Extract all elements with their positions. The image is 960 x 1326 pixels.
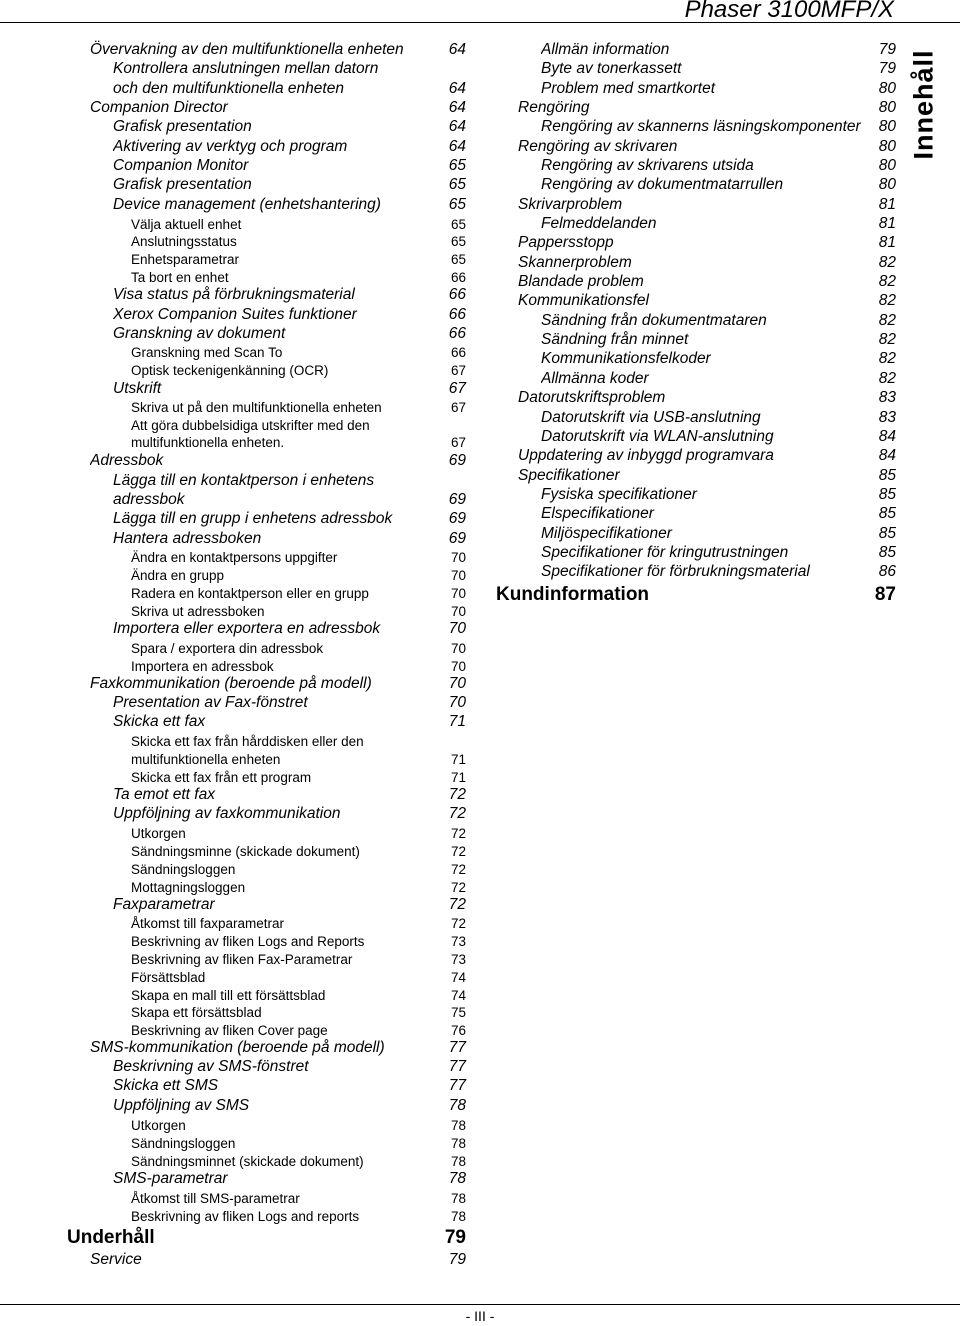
page-number: - III -	[465, 1308, 495, 1324]
toc-entry-title: Sändningsloggen	[131, 1136, 236, 1151]
toc-entry[interactable]	[541, 59, 896, 78]
toc-entry[interactable]	[131, 951, 466, 968]
toc-entry-page: 66	[448, 306, 466, 323]
toc-entry[interactable]	[131, 1153, 466, 1170]
toc-entry-page: 64	[448, 99, 466, 116]
toc-entry-page: 85	[878, 486, 896, 503]
toc-entry-page: 82	[878, 292, 896, 309]
toc-entry-page: 74	[450, 988, 466, 1003]
toc-entry-page: 78	[448, 1170, 466, 1187]
toc-entry-page: 71	[450, 770, 466, 785]
toc-entry-title: Optisk teckenigenkänning (OCR)	[131, 363, 329, 378]
toc-entry[interactable]	[131, 1022, 466, 1039]
toc-entry-title: Service	[90, 1251, 142, 1268]
toc-entry-page: 80	[878, 176, 896, 193]
toc-entry[interactable]	[113, 156, 466, 175]
toc-entry-title: Faxparametrar	[113, 896, 215, 913]
toc-entry-title: Åtkomst till SMS-parametrar	[131, 1191, 300, 1206]
toc-entry[interactable]	[518, 272, 896, 291]
toc-entry[interactable]	[131, 417, 466, 434]
toc-entry-page: 72	[450, 862, 466, 877]
toc-entry-page: 83	[878, 389, 896, 406]
toc-entry-title: Kommunikationsfelkoder	[541, 350, 711, 367]
toc-entry-page: 74	[450, 970, 466, 985]
toc-entry-title: Beskrivning av fliken Logs and reports	[131, 1209, 360, 1224]
toc-entry[interactable]	[541, 311, 896, 330]
toc-entry-page: 80	[878, 118, 896, 135]
toc-entry-title: Skrivarproblem	[518, 196, 623, 213]
toc-entry-page: 70	[450, 604, 466, 619]
toc-entry-title: Underhåll	[67, 1227, 155, 1248]
toc-entry-page: 81	[878, 215, 896, 232]
toc-entry[interactable]	[113, 305, 466, 324]
toc-entry-title: Sändningsminne (skickade dokument)	[131, 844, 360, 859]
toc-entry[interactable]	[113, 804, 466, 823]
toc-entry-page: 78	[450, 1136, 466, 1151]
toc-entry-page: 86	[878, 563, 896, 580]
toc-entry[interactable]	[131, 825, 466, 842]
toc-entry-title: Problem med smartkortet	[541, 80, 715, 97]
toc-entry-title: Skriva ut på den multifunktionella enheten	[131, 400, 382, 415]
toc-entry[interactable]	[113, 1057, 466, 1076]
toc-entry[interactable]	[131, 1135, 466, 1152]
toc-entry-title: Fysiska specifikationer	[541, 486, 697, 503]
toc-entry[interactable]	[518, 253, 896, 272]
toc-entry-title: Grafisk presentation	[113, 176, 252, 193]
toc-entry-title: Beskrivning av fliken Logs and Reports	[131, 934, 365, 949]
toc-entry[interactable]	[113, 59, 466, 78]
toc-entry-title: Granskning med Scan To	[131, 345, 283, 360]
toc-entry[interactable]	[90, 40, 466, 59]
toc-entry-title: Blandade problem	[518, 273, 644, 290]
toc-entry-title: Felmeddelanden	[541, 215, 657, 232]
toc-entry[interactable]	[541, 408, 896, 427]
toc-entry[interactable]	[113, 137, 466, 156]
toc-entry-page: 70	[450, 641, 466, 656]
toc-entry[interactable]	[541, 175, 896, 194]
document-title: Phaser 3100MFP/X	[684, 0, 894, 23]
toc-entry-page: 78	[450, 1154, 466, 1169]
toc-entry-title: SMS-parametrar	[113, 1170, 228, 1187]
toc-entry[interactable]	[90, 98, 466, 117]
toc-entry-page: 79	[878, 41, 896, 58]
toc-entry[interactable]	[131, 915, 466, 932]
toc-entry-title: Specifikationer för kringutrustningen	[541, 544, 789, 561]
toc-entry-title: Sändningsloggen	[131, 862, 236, 877]
toc-entry[interactable]	[131, 362, 466, 379]
toc-entry-title: Importera en adressbok	[131, 659, 274, 674]
toc-entry-page: 80	[878, 99, 896, 116]
header-rule	[0, 22, 960, 23]
toc-entry[interactable]	[541, 485, 896, 504]
toc-entry-title: Övervakning av den multifunktionella enheten	[90, 41, 404, 58]
toc-entry[interactable]	[131, 434, 466, 451]
toc-entry-page: 85	[878, 525, 896, 542]
toc-entry[interactable]	[496, 583, 896, 607]
toc-entry-title: Kommunikationsfel	[518, 292, 649, 309]
toc-entry-page: 84	[878, 428, 896, 445]
section-tab	[908, 45, 940, 163]
toc-entry[interactable]	[541, 524, 896, 543]
toc-entry[interactable]	[131, 603, 466, 620]
toc-entry-page: 73	[450, 934, 466, 949]
toc-entry[interactable]	[113, 712, 466, 731]
toc-entry[interactable]	[131, 549, 466, 566]
toc-entry[interactable]	[113, 471, 466, 490]
toc-entry-page: 65	[448, 157, 466, 174]
toc-entry-title: Skannerproblem	[518, 254, 632, 271]
toc-entry-page: 66	[450, 345, 466, 360]
toc-entry[interactable]	[131, 987, 466, 1004]
toc-entry-page: 79	[878, 60, 896, 77]
toc-entry[interactable]	[518, 195, 896, 214]
toc-entry[interactable]	[541, 349, 896, 368]
toc-entry-page: 70	[450, 586, 466, 601]
toc-entry-page: 70	[450, 568, 466, 583]
section-tab-label: Innehåll	[908, 48, 939, 160]
toc-entry[interactable]	[518, 388, 896, 407]
toc-entry-page: 85	[878, 544, 896, 561]
toc-entry-title: Radera en kontaktperson eller en grupp	[131, 586, 369, 601]
toc-entry[interactable]	[113, 1076, 466, 1095]
toc-entry-title: Rengöring av skrivaren	[518, 138, 678, 155]
toc-entry-page: 78	[448, 1097, 466, 1114]
toc-entry[interactable]	[113, 895, 466, 914]
toc-entry-page: 64	[448, 118, 466, 135]
toc-entry-page: 66	[448, 325, 466, 342]
toc-entry-title: Beskrivning av fliken Cover page	[131, 1023, 328, 1038]
toc-entry-title: Sändning från dokumentmataren	[541, 312, 767, 329]
toc-entry-page: 69	[448, 491, 466, 508]
toc-entry-title: Skicka ett SMS	[113, 1077, 219, 1094]
toc-entry-title: Skapa ett försättsblad	[131, 1005, 262, 1020]
toc-entry-page: 81	[878, 234, 896, 251]
toc-entry[interactable]	[131, 233, 466, 250]
toc-entry-page: 77	[448, 1077, 466, 1094]
toc-entry-page: 65	[448, 196, 466, 213]
toc-entry[interactable]	[113, 195, 466, 214]
toc-entry-page: 82	[878, 331, 896, 348]
toc-entry[interactable]	[518, 98, 896, 117]
toc-entry-title: Spara / exportera din adressbok	[131, 641, 324, 656]
toc-entry-page: 65	[448, 176, 466, 193]
toc-entry[interactable]	[131, 640, 466, 657]
toc-entry-page: 75	[450, 1005, 466, 1020]
footer-rule	[0, 1304, 960, 1305]
toc-entry-page: 67	[450, 363, 466, 378]
toc-entry-title: Hantera adressboken	[113, 530, 262, 547]
toc-entry-page: 70	[448, 620, 466, 637]
toc-entry-title: Importera eller exportera en adressbok	[113, 620, 381, 637]
toc-entry[interactable]	[541, 156, 896, 175]
toc-entry-title: multifunktionella enheten.	[131, 435, 285, 450]
toc-entry-title: Uppföljning av SMS	[113, 1097, 250, 1114]
toc-entry[interactable]	[541, 40, 896, 59]
toc-entry[interactable]	[113, 1169, 466, 1188]
toc-entry-page: 66	[448, 286, 466, 303]
toc-entry-page: 70	[448, 694, 466, 711]
toc-entry-page: 82	[878, 273, 896, 290]
toc-entry[interactable]	[131, 969, 466, 986]
toc-entry-title: Mottagningsloggen	[131, 880, 246, 895]
toc-entry[interactable]	[518, 137, 896, 156]
toc-entry-page: 80	[878, 80, 896, 97]
toc-entry[interactable]	[113, 529, 466, 548]
toc-entry[interactable]	[518, 466, 896, 485]
toc-entry[interactable]	[131, 399, 466, 416]
toc-entry-page: 78	[450, 1118, 466, 1133]
toc-entry[interactable]	[113, 379, 466, 398]
toc-entry-page: 72	[450, 826, 466, 841]
toc-entry-title: Skapa en mall till ett försättsblad	[131, 988, 326, 1003]
toc-entry-title: Skicka ett fax	[113, 713, 206, 730]
toc-entry-title: Xerox Companion Suites funktioner	[113, 306, 357, 323]
toc-entry-page: 72	[448, 896, 466, 913]
toc-entry[interactable]	[518, 446, 896, 465]
toc-entry-page: 69	[448, 452, 466, 469]
toc-entry-title: Lägga till en grupp i enhetens adressbok	[113, 510, 393, 527]
toc-entry-page: 65	[450, 217, 466, 232]
toc-entry-title: Skriva ut adressboken	[131, 604, 265, 619]
toc-entry-title: Rengöring	[518, 99, 590, 116]
toc-entry[interactable]	[113, 490, 466, 509]
toc-entry-title: Skicka ett fax från hårddisken eller den	[131, 734, 364, 749]
toc-entry[interactable]	[113, 175, 466, 194]
toc-entry-title: Specifikationer	[518, 467, 620, 484]
toc-entry-page: 65	[450, 234, 466, 249]
toc-entry-page: 72	[448, 805, 466, 822]
toc-entry-title: Ta emot ett fax	[113, 786, 215, 803]
toc-entry-title: Aktivering av verktyg och program	[113, 138, 348, 155]
toc-entry[interactable]	[541, 214, 896, 233]
toc-entry-page: 77	[448, 1039, 466, 1056]
toc-entry-title: Försättsblad	[131, 970, 206, 985]
toc-entry-title: Device management (enhetshantering)	[113, 196, 381, 213]
toc-entry-page: 81	[878, 196, 896, 213]
toc-entry-title: Beskrivning av SMS-fönstret	[113, 1058, 309, 1075]
toc-entry-page: 64	[448, 80, 466, 97]
toc-entry-page: 79	[444, 1227, 466, 1248]
toc-entry-page: 72	[450, 916, 466, 931]
toc-entry[interactable]	[113, 285, 466, 304]
toc-entry-title: Miljöspecifikationer	[541, 525, 672, 542]
toc-entry[interactable]	[131, 879, 466, 896]
toc-entry-title: Ta bort en enhet	[131, 270, 229, 285]
toc-entry-title: Allmänna koder	[541, 370, 649, 387]
toc-entry-title: Byte av tonerkassett	[541, 60, 682, 77]
toc-entry-title: Presentation av Fax-fönstret	[113, 694, 308, 711]
toc-entry-page: 67	[450, 400, 466, 415]
toc-entry-page: 70	[450, 659, 466, 674]
toc-entry[interactable]	[518, 291, 896, 310]
toc-entry-page: 76	[450, 1023, 466, 1038]
toc-entry[interactable]	[131, 1004, 466, 1021]
toc-entry-title: Rengöring av skrivarens utsida	[541, 157, 754, 174]
toc-entry-page: 84	[878, 447, 896, 464]
toc-entry-page: 64	[448, 138, 466, 155]
toc-entry-title: Granskning av dokument	[113, 325, 286, 342]
toc-entry-title: Sändning från minnet	[541, 331, 689, 348]
toc-entry-title: Specifikationer för förbrukningsmaterial	[541, 563, 810, 580]
toc-entry-page: 80	[878, 157, 896, 174]
toc-entry-title: multifunktionella enheten	[131, 752, 281, 767]
toc-entry[interactable]	[131, 1190, 466, 1207]
toc-entry-title: Sändningsminnet (skickade dokument)	[131, 1154, 364, 1169]
toc-entry-title: SMS-kommunikation (beroende på modell)	[90, 1039, 385, 1056]
toc-entry-title: Enhetsparametrar	[131, 252, 240, 267]
toc-entry-title: Companion Monitor	[113, 157, 249, 174]
toc-entry-page: 87	[874, 584, 896, 605]
toc-entry-page: 77	[448, 1058, 466, 1075]
toc-entry-title: Utkorgen	[131, 1118, 186, 1133]
toc-entry[interactable]	[541, 504, 896, 523]
toc-entry[interactable]	[541, 117, 896, 136]
toc-entry[interactable]	[90, 1038, 466, 1057]
toc-entry-title: Pappersstopp	[518, 234, 614, 251]
toc-entry[interactable]	[67, 1226, 466, 1250]
toc-entry-page: 70	[450, 550, 466, 565]
toc-entry[interactable]	[131, 843, 466, 860]
toc-entry-page: 79	[448, 1251, 466, 1268]
toc-entry-title: Utskrift	[113, 380, 162, 397]
toc-entry-title: Rengöring av skannerns läsningskomponenter	[541, 118, 861, 135]
toc-entry-title: Visa status på förbrukningsmaterial	[113, 286, 355, 303]
toc-entry-title: Allmän information	[541, 41, 670, 58]
toc-entry-title: Elspecifikationer	[541, 505, 654, 522]
toc-entry-page: 85	[878, 467, 896, 484]
toc-entry[interactable]	[541, 369, 896, 388]
toc-entry[interactable]	[541, 562, 896, 581]
toc-entry[interactable]	[113, 117, 466, 136]
toc-entry-page: 83	[878, 409, 896, 426]
toc-entry[interactable]	[131, 861, 466, 878]
toc-entry-page: 73	[450, 952, 466, 967]
toc-entry-title: och den multifunktionella enheten	[113, 80, 344, 97]
toc-entry-page: 80	[878, 138, 896, 155]
toc-entry-title: Faxkommunikation (beroende på modell)	[90, 675, 372, 692]
toc-entry[interactable]	[131, 769, 466, 786]
toc-entry[interactable]	[131, 1117, 466, 1134]
toc-entry[interactable]	[541, 427, 896, 446]
toc-entry[interactable]	[131, 733, 466, 750]
toc-entry[interactable]	[131, 344, 466, 361]
toc-entry-title: Datorutskriftsproblem	[518, 389, 666, 406]
toc-entry-page: 72	[448, 786, 466, 803]
toc-entry[interactable]	[131, 216, 466, 233]
toc-entry-page: 67	[448, 380, 466, 397]
toc-entry-title: Åtkomst till faxparametrar	[131, 916, 285, 931]
toc-entry[interactable]	[113, 785, 466, 804]
toc-entry-title: Anslutningsstatus	[131, 234, 237, 249]
toc-entry[interactable]	[131, 585, 466, 602]
toc-entry[interactable]	[518, 233, 896, 252]
toc-entry[interactable]	[131, 933, 466, 950]
toc-entry-title: adressbok	[113, 491, 185, 508]
toc-entry[interactable]	[541, 79, 896, 98]
toc-entry-title: Companion Director	[90, 99, 228, 116]
toc-entry-title: Beskrivning av fliken Fax-Parametrar	[131, 952, 353, 967]
toc-entry[interactable]	[131, 567, 466, 584]
toc-entry[interactable]	[113, 79, 466, 98]
toc-entry-page: 64	[448, 41, 466, 58]
toc-entry-title: Adressbok	[90, 452, 164, 469]
toc-entry[interactable]	[131, 269, 466, 286]
toc-entry-page: 72	[450, 880, 466, 895]
toc-entry-page: 85	[878, 505, 896, 522]
toc-entry-page: 71	[450, 752, 466, 767]
toc-entry-page: 78	[450, 1191, 466, 1206]
toc-entry-page: 82	[878, 254, 896, 271]
toc-entry-page: 82	[878, 350, 896, 367]
toc-entry-page: 71	[448, 713, 466, 730]
toc-entry-title: Uppföljning av faxkommunikation	[113, 805, 341, 822]
toc-entry-page: 70	[448, 675, 466, 692]
toc-entry[interactable]	[113, 324, 466, 343]
toc-entry[interactable]	[113, 619, 466, 638]
toc-entry-page: 67	[450, 435, 466, 450]
toc-entry-page: 82	[878, 312, 896, 329]
toc-entry-title: Rengöring av dokumentmatarrullen	[541, 176, 784, 193]
toc-entry-page: 69	[448, 530, 466, 547]
toc-entry[interactable]	[131, 251, 466, 268]
toc-entry-page: 66	[450, 270, 466, 285]
toc-entry-title: Datorutskrift via WLAN-anslutning	[541, 428, 774, 445]
toc-entry-page: 65	[450, 252, 466, 267]
toc-entry-title: Välja aktuell enhet	[131, 217, 242, 232]
toc-entry-page: 69	[448, 510, 466, 527]
toc-entry-title: Kundinformation	[496, 584, 650, 605]
toc-entry-title: Ändra en kontaktpersons uppgifter	[131, 550, 338, 565]
toc-entry-title: Datorutskrift via USB-anslutning	[541, 409, 761, 426]
toc-entry[interactable]	[131, 658, 466, 675]
toc-entry[interactable]	[541, 543, 896, 562]
toc-entry-title: Lägga till en kontaktperson i enhetens	[113, 472, 375, 489]
toc-entry[interactable]	[113, 693, 466, 712]
toc-entry[interactable]	[113, 1096, 466, 1115]
toc-entry-title: Att göra dubbelsidiga utskrifter med den	[131, 418, 370, 433]
toc-entry-page: 78	[450, 1209, 466, 1224]
toc-entry-page: 82	[878, 370, 896, 387]
toc-entry-title: Utkorgen	[131, 826, 186, 841]
toc-entry-title: Skicka ett fax från ett program	[131, 770, 312, 785]
toc-entry-title: Uppdatering av inbyggd programvara	[518, 447, 774, 464]
toc-entry[interactable]	[131, 751, 466, 768]
toc-entry-title: Grafisk presentation	[113, 118, 252, 135]
toc-entry-title: Kontrollera anslutningen mellan datorn	[113, 60, 379, 77]
toc-entry[interactable]	[90, 1250, 466, 1269]
toc-entry-title: Ändra en grupp	[131, 568, 225, 583]
toc-entry[interactable]	[90, 451, 466, 470]
toc-entry[interactable]	[541, 330, 896, 349]
toc-entry[interactable]	[131, 1208, 466, 1225]
toc-entry[interactable]	[113, 509, 466, 528]
toc-entry[interactable]	[90, 674, 466, 693]
toc-entry-page: 72	[450, 844, 466, 859]
